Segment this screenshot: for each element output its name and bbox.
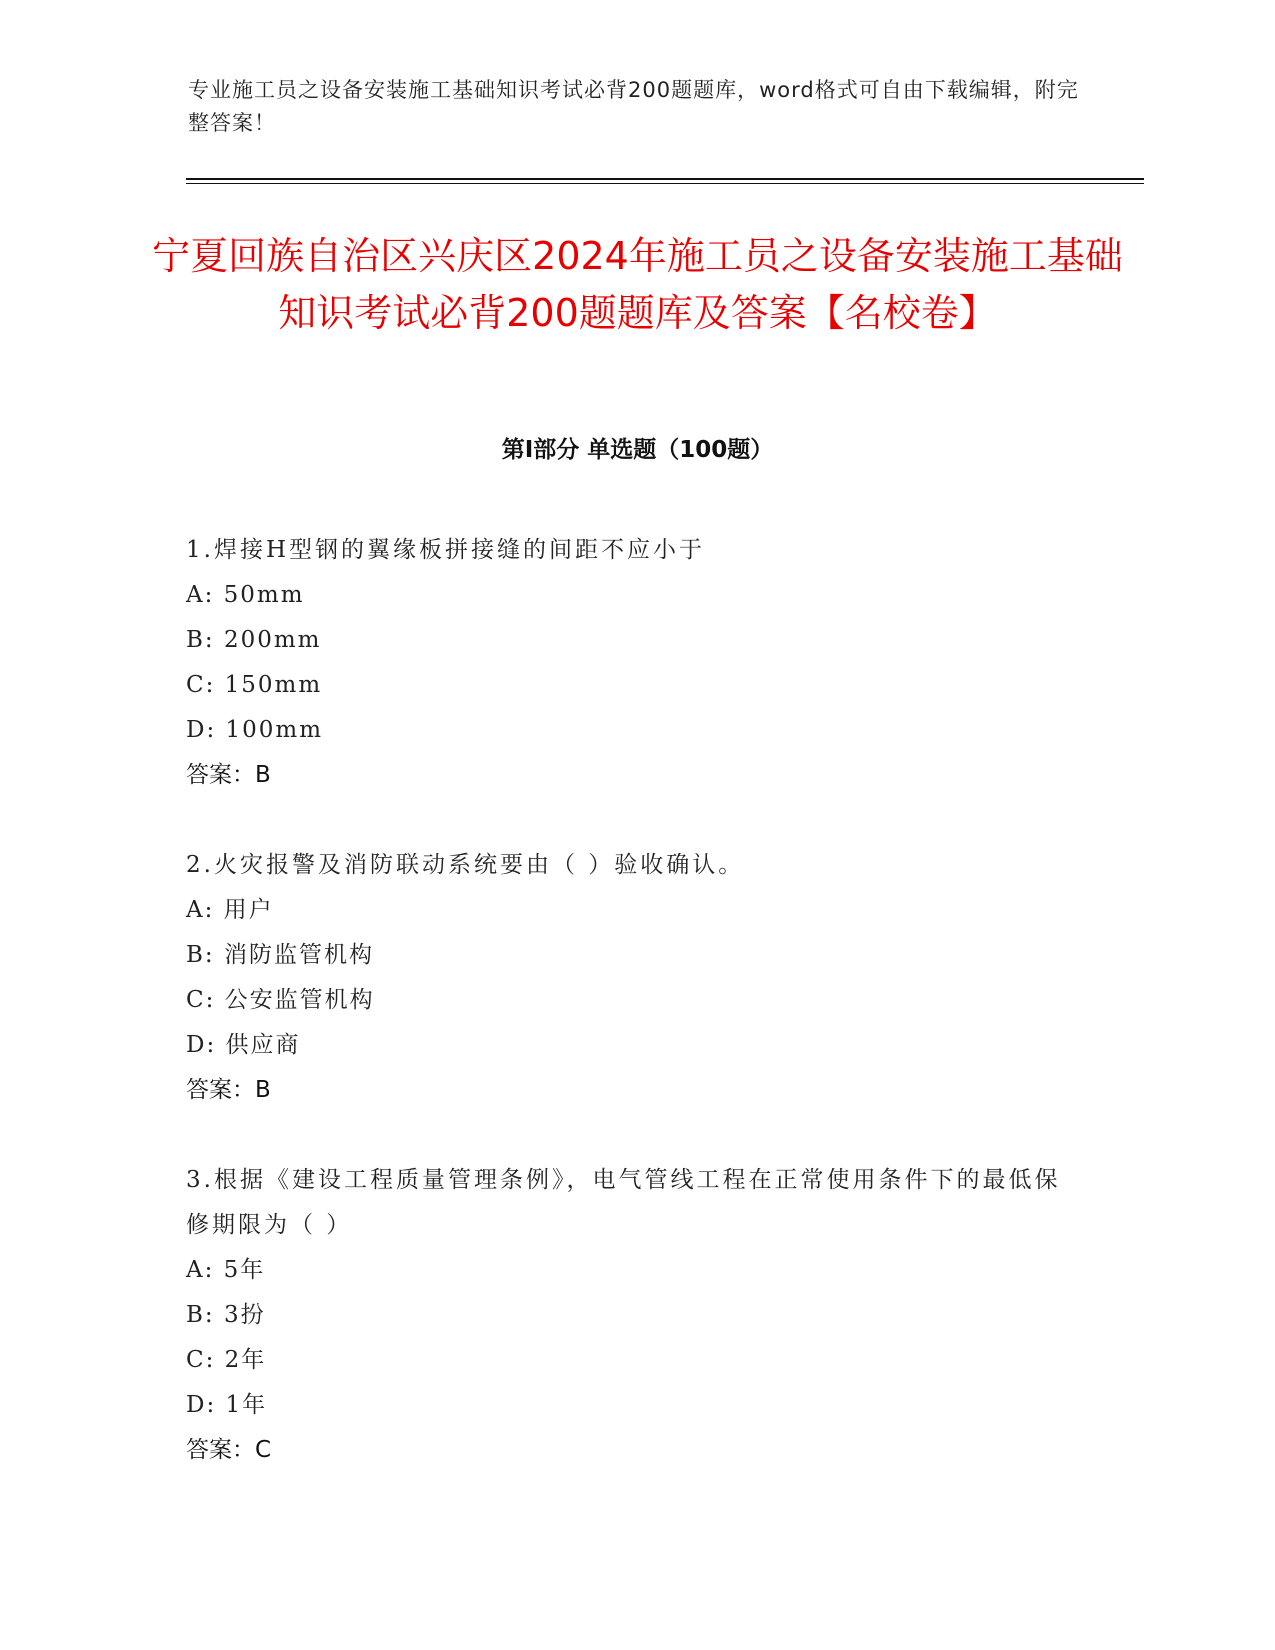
- question-stem: 3.根据《建设工程质量管理条例》，电气管线工程在正常使用条件下的最低保修期限为（ ）: [186, 1167, 1061, 1238]
- option-c: C: 2年: [186, 1347, 267, 1373]
- option-d: D: 1年: [186, 1392, 268, 1418]
- option-b: B: 3扮: [186, 1302, 266, 1328]
- answer: 答案：B: [186, 762, 271, 788]
- option-d: D: 供应商: [186, 1032, 301, 1058]
- header-divider-thick: [186, 178, 1144, 180]
- header-note: 专业施工员之设备安装施工基础知识考试必背200题题库，word格式可自由下载编辑，附完整答案！: [188, 78, 1079, 135]
- option-a: A: 50mm: [186, 582, 305, 608]
- option-d: D: 100mm: [186, 717, 324, 743]
- option-c: C: 公安监管机构: [186, 987, 375, 1013]
- option-c: C: 150mm: [186, 672, 323, 698]
- option-b: B: 200mm: [186, 627, 322, 653]
- question-3: [186, 1158, 1086, 1473]
- option-a: A: 5年: [186, 1257, 266, 1283]
- question-1: [186, 528, 1086, 798]
- question-2: [186, 843, 1086, 1113]
- section-title: 第I部分 单选题（100题）: [501, 437, 774, 463]
- question-stem: 2.火灾报警及消防联动系统要由（ ）验收确认。: [186, 852, 745, 878]
- document-title: 宁夏回族自治区兴庆区2024年施工员之设备安装施工基础知识考试必背200题题库及答案【名校卷】: [152, 234, 1123, 335]
- question-stem: 1.焊接H型钢的翼缘板拼接缝的间距不应小于: [186, 537, 706, 563]
- question-list: [186, 528, 1086, 1518]
- header-divider-thin: [186, 183, 1144, 184]
- option-a: A: 用户: [186, 897, 274, 923]
- answer: 答案：C: [186, 1437, 272, 1463]
- answer: 答案：B: [186, 1077, 271, 1103]
- option-b: B: 消防监管机构: [186, 942, 374, 968]
